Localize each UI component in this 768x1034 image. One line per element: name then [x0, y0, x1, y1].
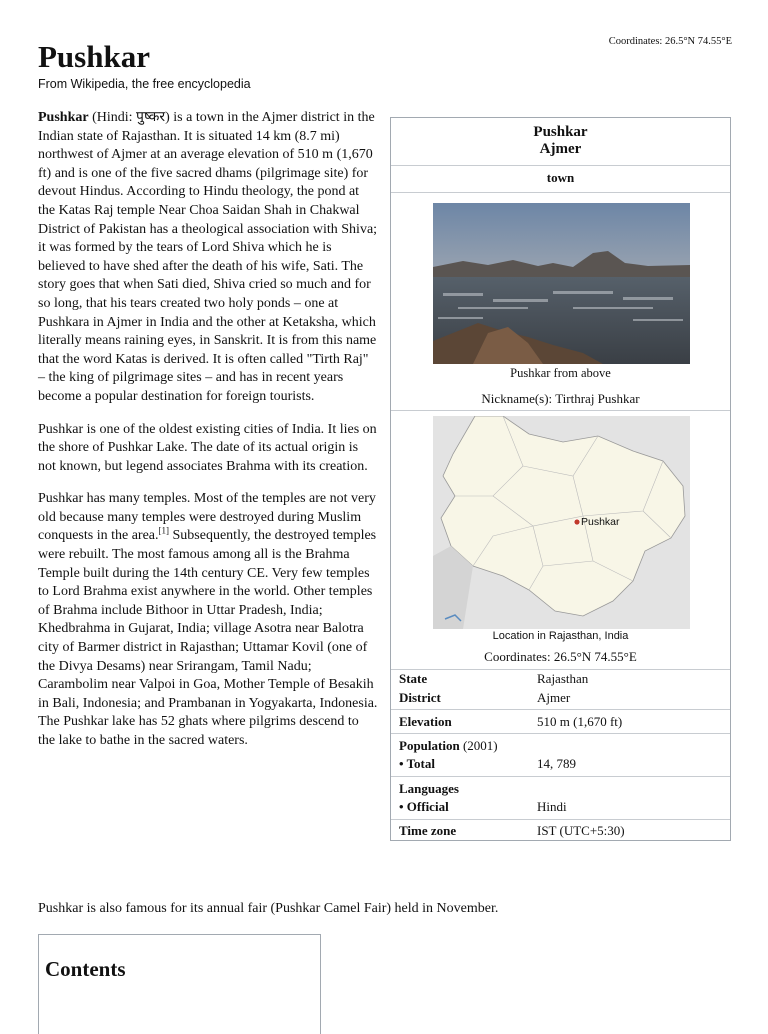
paragraph-history: Pushkar is one of the oldest existing cities of India. It lies on the shore of Pushkar Lake. The date of its actual origin is not known, but legend associates Brahma with its creation.	[38, 421, 377, 474]
infobox-divider	[391, 776, 730, 777]
infobox-name: Pushkar	[533, 124, 588, 140]
elevation-label: Elevation	[399, 714, 452, 729]
article-body	[38, 109, 378, 765]
paragraph-temples	[38, 490, 378, 750]
timezone-value[interactable]: IST (UTC+5:30)	[537, 823, 625, 838]
district-value[interactable]: Ajmer	[537, 690, 571, 705]
total-label: • Total	[399, 756, 435, 771]
timezone-label[interactable]: Time zone	[399, 823, 457, 838]
row-state	[391, 671, 730, 689]
infobox-divider	[391, 669, 730, 670]
photo-caption: Pushkar from above	[510, 366, 611, 380]
map-marker-label: Pushkar	[581, 516, 620, 528]
row-district	[391, 690, 730, 708]
map-marker	[574, 519, 580, 525]
official-label: • Official	[399, 799, 449, 814]
population-year: (2001)	[459, 738, 498, 753]
district-label: District	[399, 690, 441, 705]
languages-label: Languages	[399, 781, 459, 796]
tagline: From Wikipedia, the free encyclopedia	[38, 77, 251, 91]
total-value: 14, 789	[537, 756, 576, 771]
infobox-title	[391, 124, 730, 158]
contents-box	[38, 934, 321, 1034]
coordinates-top[interactable]: Coordinates: 26.5°N 74.55°E	[608, 36, 732, 47]
state-label: State	[399, 671, 428, 686]
contents-title: Contents	[45, 957, 126, 981]
map-caption: Location in Rajasthan, India	[492, 630, 629, 642]
row-timezone	[391, 823, 730, 841]
temples-text-b: Subsequently, the destroyed temples were rebuilt. The most famous among all is the Brahma Temple built during the 14th century CE. Very few temples to Lord Brahma exist anywhere in the world. Other temples of Brahma include Bithoor in Uttar Pradesh, India; Khedbrahma in Gujarat, India; village Asotra near Balotra city of Barmer district in Rajasthan; Uttamar Kovil (one of the Divya Desams) near Srirangam, Tamil Nadu; Carambolim near Valpoi in Goa, Mother Temple of Besakih in Bali, Indonesia; and Prambanan in Yogyakarta, Indonesia. The Pushkar lake has 52 ghats where pilgrims descend to the lake to bathe in the sacred waters.	[38, 528, 378, 748]
infobox	[390, 117, 731, 841]
population-label-text: Population	[399, 738, 460, 753]
infobox-divider	[391, 819, 730, 820]
infobox-divider	[391, 733, 730, 734]
infobox-divider	[391, 192, 730, 193]
nickname: Nickname(s): Tirthraj Pushkar	[481, 391, 640, 406]
row-total	[391, 756, 730, 774]
infobox-divider	[391, 165, 730, 166]
infobox-type: town	[546, 170, 575, 185]
paragraph-intro	[38, 109, 378, 407]
paragraph-fair: Pushkar is also famous for its annual fair (Pushkar Camel Fair) held in November.	[38, 901, 499, 916]
town-photo[interactable]	[433, 203, 690, 364]
map-coordinates[interactable]: Coordinates: 26.5°N 74.55°E	[484, 649, 637, 664]
reference-link[interactable]: [1]	[158, 525, 170, 536]
location-map[interactable]	[433, 416, 690, 629]
row-languages	[391, 781, 730, 799]
intro-text: (Hindi: पुष्कर) is a town in the Ajmer district in the Indian state of Rajasthan. It is situated 14 km (8.7 mi) northwest of Ajmer at an average elevation of 510 m (1,670 ft) and is one of the five sacred dhams (pilgrimage site) for devout Hindus. According to Hindu theology, the pond at the Katas Raj temple Near Choa Saidan Shah in Chakwal District of Pakistan has a theological association with Shiva; it was formed by the tears of Lord Shiva which he is believed to have shed after the death of his wife, Sati. The story goes that when Sati died, Shiva cried so much and for so long, that his tears created two holy ponds – one at Pushkara in Ajmer in India and the other at Ketaksha, which literally means raining eyes, in Sanskrit. It is from this name that the word Katas is derived. It is often called "Tirth Raj" – the king of pilgrimage sites – and has in recent years become a popular destination for foreign tourists.	[38, 110, 378, 404]
intro-bold-title: Pushkar	[38, 110, 89, 125]
page-title: Pushkar	[38, 39, 150, 74]
population-label	[399, 738, 498, 754]
infobox-divider	[391, 410, 730, 411]
elevation-value: 510 m (1,670 ft)	[537, 714, 623, 729]
state-value[interactable]: Rajasthan	[537, 671, 589, 686]
town-photo-image	[433, 203, 690, 364]
row-official	[391, 799, 730, 817]
infobox-subname: Ajmer	[539, 141, 582, 157]
row-elevation	[391, 714, 730, 732]
infobox-divider	[391, 709, 730, 710]
official-value[interactable]: Hindi	[537, 799, 567, 814]
temples-text-a: Pushkar has many temples. Most of the temples are not very old because many temples were destroyed during Muslim conquests in the area.	[38, 491, 376, 544]
rajasthan-map	[433, 416, 690, 629]
row-population	[391, 738, 730, 756]
